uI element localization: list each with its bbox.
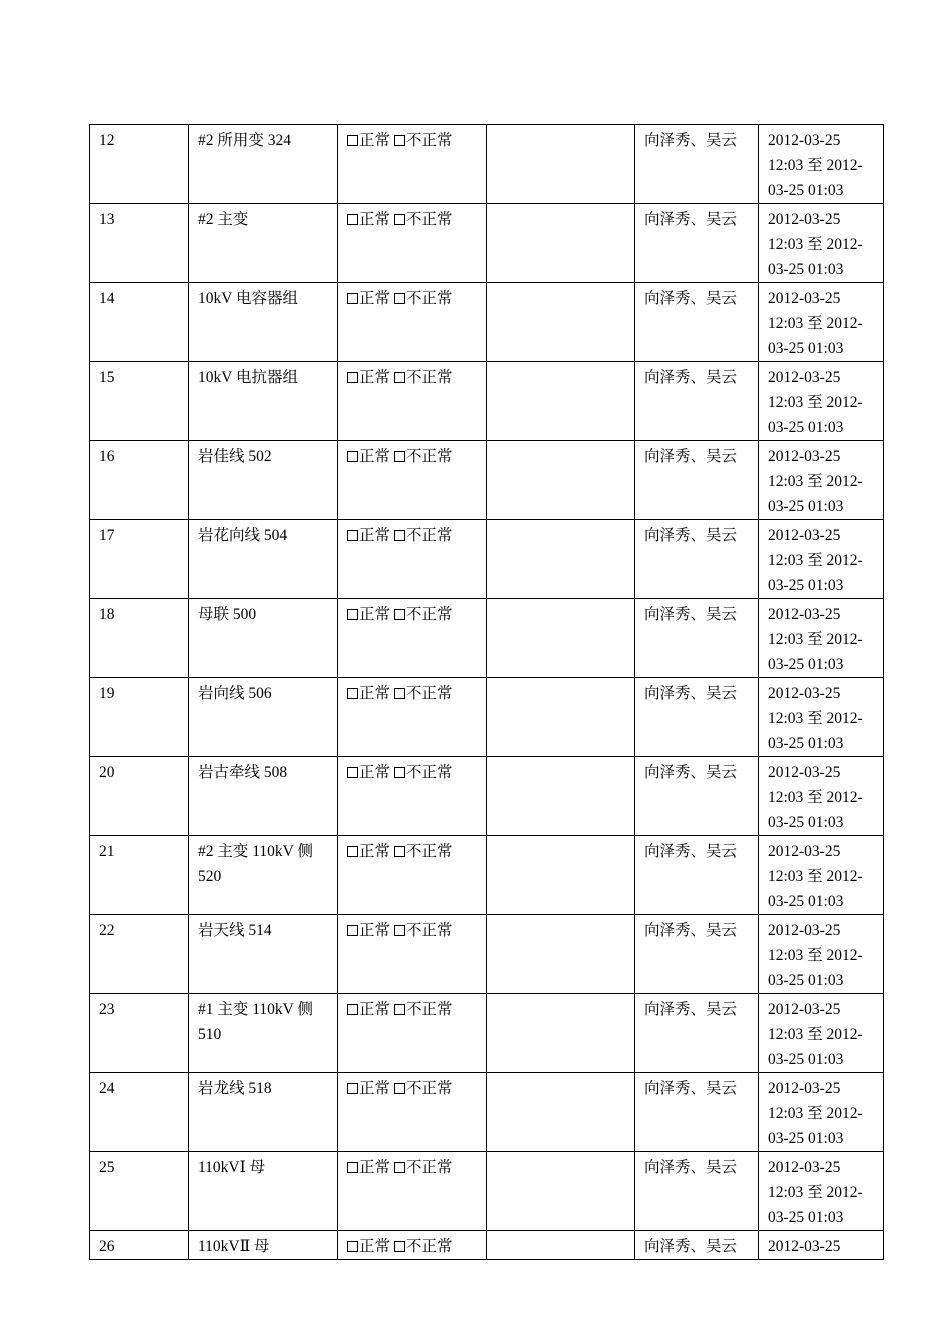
device-name: 岩向线 506 (189, 678, 338, 757)
device-name: 岩花向线 504 (189, 520, 338, 599)
abnormal-label: 不正常 (406, 843, 453, 860)
normal-checkbox[interactable] (347, 293, 358, 304)
device-name: 母联 500 (189, 599, 338, 678)
abnormal-checkbox[interactable] (394, 767, 405, 778)
normal-checkbox[interactable] (347, 688, 358, 699)
device-name: #2 主变 110kV 侧 520 (189, 836, 338, 915)
inspection-time: 2012-03-25 12:03 至 2012-03-25 01:03 (759, 678, 884, 757)
abnormal-checkbox[interactable] (394, 451, 405, 462)
normal-label: 正常 (359, 369, 391, 386)
table-row (90, 283, 884, 362)
remark-cell (487, 757, 635, 836)
remark-cell (487, 1073, 635, 1152)
inspection-table (89, 124, 884, 1260)
normal-label: 正常 (359, 211, 391, 228)
abnormal-label: 不正常 (406, 527, 453, 544)
status-options (338, 362, 487, 441)
normal-checkbox[interactable] (347, 1083, 358, 1094)
normal-label: 正常 (359, 685, 391, 702)
row-number: 23 (90, 994, 189, 1073)
abnormal-label: 不正常 (406, 448, 453, 465)
abnormal-label: 不正常 (406, 922, 453, 939)
remark-cell (487, 836, 635, 915)
table-row (90, 599, 884, 678)
abnormal-checkbox[interactable] (394, 1083, 405, 1094)
normal-label: 正常 (359, 290, 391, 307)
inspectors: 向泽秀、吴云 (635, 915, 759, 994)
row-number: 22 (90, 915, 189, 994)
normal-label: 正常 (359, 1001, 391, 1018)
abnormal-label: 不正常 (406, 1238, 453, 1255)
normal-checkbox[interactable] (347, 1162, 358, 1173)
normal-checkbox[interactable] (347, 530, 358, 541)
table-row (90, 520, 884, 599)
abnormal-checkbox[interactable] (394, 372, 405, 383)
abnormal-checkbox[interactable] (394, 925, 405, 936)
normal-checkbox[interactable] (347, 1241, 358, 1252)
device-name: #1 主变 110kV 侧 510 (189, 994, 338, 1073)
abnormal-checkbox[interactable] (394, 1004, 405, 1015)
row-number: 17 (90, 520, 189, 599)
row-number: 12 (90, 125, 189, 204)
normal-label: 正常 (359, 448, 391, 465)
abnormal-checkbox[interactable] (394, 135, 405, 146)
inspection-time: 2012-03-25 12:03 至 2012-03-25 01:03 (759, 362, 884, 441)
normal-label: 正常 (359, 843, 391, 860)
status-options (338, 520, 487, 599)
status-options (338, 599, 487, 678)
inspection-time: 2012-03-25 12:03 至 2012-03-25 01:03 (759, 599, 884, 678)
abnormal-checkbox[interactable] (394, 1241, 405, 1252)
abnormal-label: 不正常 (406, 1080, 453, 1097)
status-options (338, 994, 487, 1073)
inspectors: 向泽秀、吴云 (635, 1073, 759, 1152)
abnormal-checkbox[interactable] (394, 846, 405, 857)
abnormal-checkbox[interactable] (394, 214, 405, 225)
row-number: 13 (90, 204, 189, 283)
inspection-time: 2012-03-25 12:03 至 2012-03-25 01:03 (759, 125, 884, 204)
inspectors: 向泽秀、吴云 (635, 204, 759, 283)
remark-cell (487, 283, 635, 362)
table-row (90, 915, 884, 994)
normal-label: 正常 (359, 606, 391, 623)
inspectors: 向泽秀、吴云 (635, 757, 759, 836)
status-options (338, 204, 487, 283)
remark-cell (487, 915, 635, 994)
abnormal-label: 不正常 (406, 606, 453, 623)
abnormal-checkbox[interactable] (394, 1162, 405, 1173)
abnormal-label: 不正常 (406, 211, 453, 228)
device-name: 10kV 电抗器组 (189, 362, 338, 441)
device-name: 岩古牵线 508 (189, 757, 338, 836)
remark-cell (487, 125, 635, 204)
status-options (338, 125, 487, 204)
inspection-time: 2012-03-25 12:03 至 2012-03-25 01:03 (759, 520, 884, 599)
inspectors: 向泽秀、吴云 (635, 836, 759, 915)
status-options (338, 1073, 487, 1152)
normal-checkbox[interactable] (347, 609, 358, 620)
normal-checkbox[interactable] (347, 767, 358, 778)
inspectors: 向泽秀、吴云 (635, 362, 759, 441)
inspectors: 向泽秀、吴云 (635, 599, 759, 678)
row-number: 26 (90, 1231, 189, 1260)
normal-checkbox[interactable] (347, 451, 358, 462)
device-name: 110kVⅡ 母 (189, 1231, 338, 1260)
inspection-time: 2012-03-25 12:03 至 2012-03-25 01:03 (759, 441, 884, 520)
normal-label: 正常 (359, 527, 391, 544)
remark-cell (487, 678, 635, 757)
abnormal-label: 不正常 (406, 1001, 453, 1018)
table-row (90, 1073, 884, 1152)
remark-cell (487, 362, 635, 441)
normal-label: 正常 (359, 1080, 391, 1097)
inspection-time: 2012-03-25 12:03 至 2012-03-25 01:03 (759, 994, 884, 1073)
row-number: 19 (90, 678, 189, 757)
abnormal-label: 不正常 (406, 685, 453, 702)
row-number: 14 (90, 283, 189, 362)
abnormal-label: 不正常 (406, 290, 453, 307)
inspection-time: 2012-03-25 12:03 至 2012-03-25 01:03 (759, 204, 884, 283)
device-name: #2 主变 (189, 204, 338, 283)
normal-label: 正常 (359, 132, 391, 149)
table-row (90, 1231, 884, 1260)
status-options (338, 678, 487, 757)
normal-label: 正常 (359, 1159, 391, 1176)
status-options (338, 441, 487, 520)
status-options (338, 836, 487, 915)
table-row (90, 362, 884, 441)
abnormal-checkbox[interactable] (394, 530, 405, 541)
inspection-time: 2012-03-25 (759, 1231, 884, 1260)
inspectors: 向泽秀、吴云 (635, 520, 759, 599)
status-options (338, 915, 487, 994)
device-name: 岩龙线 518 (189, 1073, 338, 1152)
abnormal-label: 不正常 (406, 369, 453, 386)
inspectors: 向泽秀、吴云 (635, 678, 759, 757)
inspectors: 向泽秀、吴云 (635, 994, 759, 1073)
normal-label: 正常 (359, 1238, 391, 1255)
status-options (338, 1231, 487, 1260)
inspectors: 向泽秀、吴云 (635, 441, 759, 520)
table-row (90, 441, 884, 520)
normal-checkbox[interactable] (347, 925, 358, 936)
status-options (338, 757, 487, 836)
device-name: 10kV 电容器组 (189, 283, 338, 362)
inspection-time: 2012-03-25 12:03 至 2012-03-25 01:03 (759, 283, 884, 362)
inspectors: 向泽秀、吴云 (635, 1231, 759, 1260)
normal-label: 正常 (359, 764, 391, 781)
normal-label: 正常 (359, 922, 391, 939)
remark-cell (487, 441, 635, 520)
normal-checkbox[interactable] (347, 1004, 358, 1015)
abnormal-label: 不正常 (406, 764, 453, 781)
row-number: 18 (90, 599, 189, 678)
inspection-time: 2012-03-25 12:03 至 2012-03-25 01:03 (759, 915, 884, 994)
inspection-time: 2012-03-25 12:03 至 2012-03-25 01:03 (759, 836, 884, 915)
remark-cell (487, 1152, 635, 1231)
status-options (338, 1152, 487, 1231)
table-row (90, 204, 884, 283)
row-number: 24 (90, 1073, 189, 1152)
table-row (90, 125, 884, 204)
remark-cell (487, 520, 635, 599)
table-row (90, 1152, 884, 1231)
device-name: 110kVⅠ 母 (189, 1152, 338, 1231)
abnormal-checkbox[interactable] (394, 293, 405, 304)
normal-checkbox[interactable] (347, 135, 358, 146)
row-number: 20 (90, 757, 189, 836)
abnormal-checkbox[interactable] (394, 609, 405, 620)
abnormal-label: 不正常 (406, 132, 453, 149)
row-number: 16 (90, 441, 189, 520)
inspection-table-body (90, 125, 884, 1260)
normal-checkbox[interactable] (347, 372, 358, 383)
inspection-time: 2012-03-25 12:03 至 2012-03-25 01:03 (759, 1073, 884, 1152)
inspection-time: 2012-03-25 12:03 至 2012-03-25 01:03 (759, 1152, 884, 1231)
normal-checkbox[interactable] (347, 846, 358, 857)
inspectors: 向泽秀、吴云 (635, 1152, 759, 1231)
inspectors: 向泽秀、吴云 (635, 125, 759, 204)
device-name: 岩佳线 502 (189, 441, 338, 520)
row-number: 25 (90, 1152, 189, 1231)
table-row (90, 836, 884, 915)
table-row (90, 757, 884, 836)
status-options (338, 283, 487, 362)
remark-cell (487, 1231, 635, 1260)
inspection-time: 2012-03-25 12:03 至 2012-03-25 01:03 (759, 757, 884, 836)
device-name: 岩天线 514 (189, 915, 338, 994)
remark-cell (487, 599, 635, 678)
remark-cell (487, 204, 635, 283)
normal-checkbox[interactable] (347, 214, 358, 225)
remark-cell (487, 994, 635, 1073)
row-number: 15 (90, 362, 189, 441)
inspectors: 向泽秀、吴云 (635, 283, 759, 362)
row-number: 21 (90, 836, 189, 915)
abnormal-checkbox[interactable] (394, 688, 405, 699)
device-name: #2 所用变 324 (189, 125, 338, 204)
table-row (90, 678, 884, 757)
table-row (90, 994, 884, 1073)
abnormal-label: 不正常 (406, 1159, 453, 1176)
